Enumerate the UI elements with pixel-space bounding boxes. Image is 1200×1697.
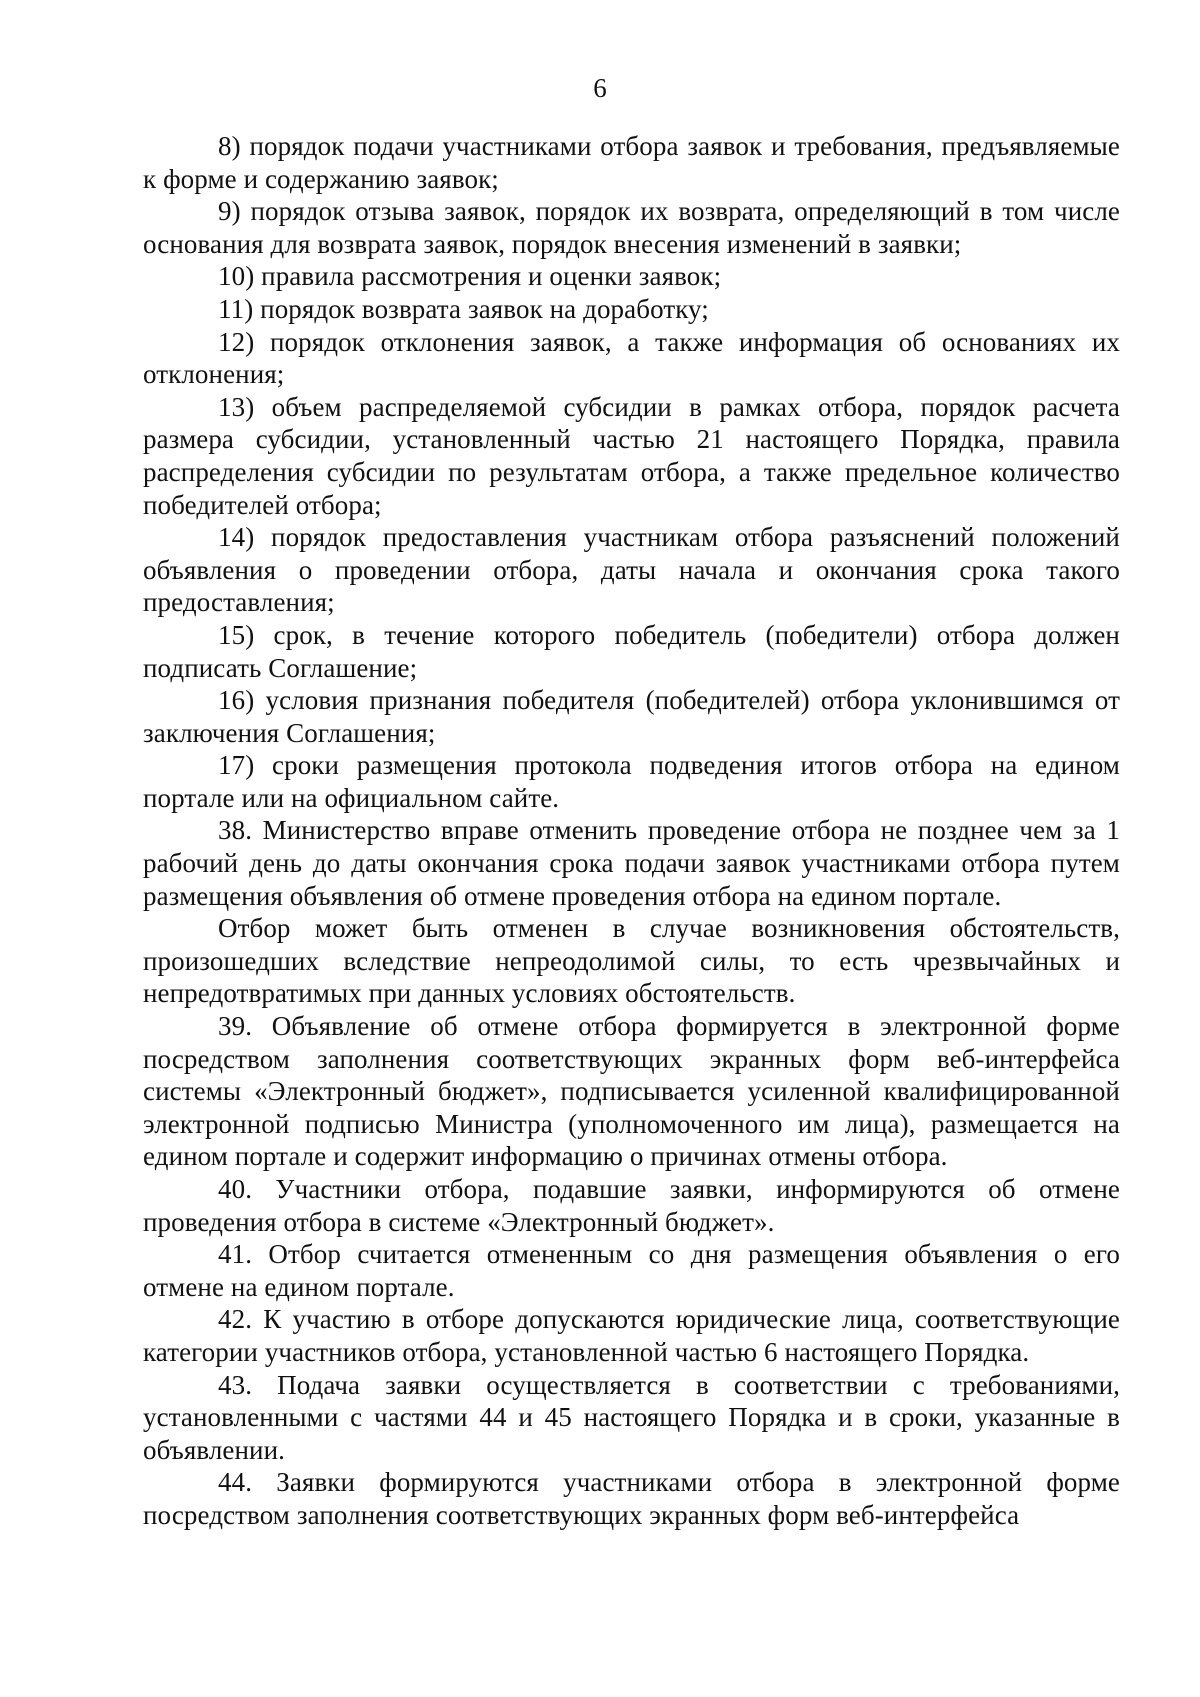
paragraph-item-16: 16) условия признания победителя (победителей) отбора уклонившимся от заключения Соглашения; xyxy=(143,685,1120,748)
paragraph-section-42: 42. К участию в отборе допускаются юридические лица, соответствующие категории участников отбора, установленной частью 6 настоящего Порядка. xyxy=(143,1304,1120,1367)
paragraph-item-9: 9) порядок отзыва заявок, порядок их возврата, определяющий в том числе основания для возврата заявок, порядок внесения изменений в заявки; xyxy=(143,196,1120,259)
paragraph-section-38: 38. Министерство вправе отменить проведение отбора не позднее чем за 1 рабочий день до даты окончания срока подачи заявок участниками отбора путем размещения объявления об отмене проведения отбора на едином портале. xyxy=(143,815,1120,911)
paragraph-item-10: 10) правила рассмотрения и оценки заявок; xyxy=(218,261,722,292)
paragraph-item-14: 14) порядок предоставления участникам отбора разъяснений положений объявления о проведении отбора, даты начала и окончания срока такого предоставления; xyxy=(143,522,1120,618)
paragraph-item-12: 12) порядок отклонения заявок, а также информация об основаниях их отклонения; xyxy=(143,326,1120,390)
paragraph-item-15: 15) срок, в течение которого победитель (победители) отбора должен подписать Соглашение; xyxy=(143,619,1120,683)
page-number: 6 xyxy=(593,73,607,103)
paragraph-item-17: 17) сроки размещения протокола подведения итогов отбора на едином портале или на официальном сайте. xyxy=(143,750,1120,813)
paragraph-item-11: 11) порядок возврата заявок на доработку; xyxy=(218,293,709,324)
paragraph-section-38-continued: Отбор может быть отменен в случае возникновения обстоятельств, произошедших вследствие непреодолимой силы, то есть чрезвычайных и непредотвратимых при данных условиях обстоятельств. xyxy=(143,913,1120,1009)
paragraph-item-13: 13) объем распределяемой субсидии в рамках отбора, порядок расчета размера субсидии, установленный частью 21 настоящего Порядка, правила распределения субсидии по результатам отбора, а также предельное количество победителей отбора; xyxy=(143,391,1120,520)
paragraph-section-39: 39. Объявление об отмене отбора формируется в электронной форме посредством заполнения соответствующих экранных форм веб-интерфейса системы «Электронный бюджет», подписывается усиленной квалифицированной электронной подписью Министра (уполномоченного им лица), размещается на едином портале и содержит информацию о причинах отмены отбора. xyxy=(143,1011,1120,1172)
paragraph-section-40: 40. Участники отбора, подавшие заявки, информируются об отмене проведения отбора в системе «Электронный бюджет». xyxy=(143,1174,1120,1237)
document-body xyxy=(143,130,1120,1532)
paragraph-section-44: 44. Заявки формируются участниками отбора в электронной форме посредством заполнения соответствующих экранных форм веб-интерфейса xyxy=(143,1467,1120,1530)
paragraph-item-8: 8) порядок подачи участниками отбора заявок и требования, предъявляемые к форме и содержанию заявок; xyxy=(143,131,1120,194)
paragraph-section-43: 43. Подача заявки осуществляется в соответствии с требованиями, установленными с частями 44 и 45 настоящего Порядка и в сроки, указанные в объявлении. xyxy=(143,1369,1120,1465)
paragraph-section-41: 41. Отбор считается отмененным со дня размещения объявления о его отмене на едином портале. xyxy=(143,1239,1120,1302)
